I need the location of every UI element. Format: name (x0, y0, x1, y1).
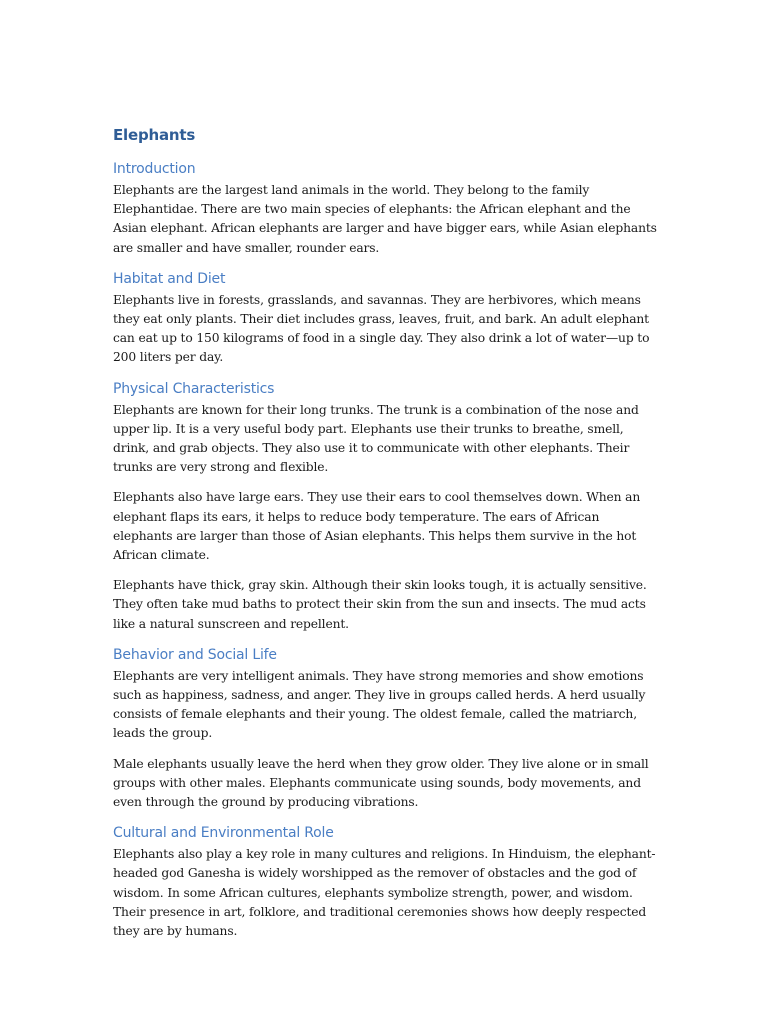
paragraph: Elephants live in forests, grasslands, and savannas. They are herbivores, which means they eat only plants. Their diet includes grass, leaves, fruit, and bark. An adult elephant can eat up to 150 kilograms of food in a single day. They also drink a lot of water—up to 200 liters per day. (113, 292, 650, 365)
paragraph: Elephants are known for their long trunks. The trunk is a combination of the nose and upper lip. It is a very useful body part. Elephants use their trunks to breathe, smell, drink, and grab objects. They also use it to communicate with other elephants. Their trunks are very strong and flexible. (113, 402, 639, 475)
paragraph: Elephants also have large ears. They use their ears to cool themselves down. When an elephant flaps its ears, it helps to reduce body temperature. The ears of African elephants are larger than those of Asian elephants. This helps them survive in the hot African climate. (113, 490, 641, 563)
page-title: Elephants (113, 126, 196, 144)
section-cultural-and-environmental-role (113, 823, 658, 941)
section-physical-characteristics (113, 379, 658, 634)
section-heading: Habitat and Diet (113, 270, 226, 287)
section-habitat-and-diet (113, 269, 658, 368)
paragraph: Elephants have thick, gray skin. Although their skin looks tough, it is actually sensitive. They often take mud baths to protect their skin from the sun and insects. The mud acts like a natural sunscreen and repellent. (113, 578, 647, 631)
section-heading: Physical Characteristics (113, 380, 275, 397)
section-introduction (113, 159, 658, 258)
section-behavior-and-social-life (113, 645, 658, 812)
paragraph: Elephants are the largest land animals in the world. They belong to the family Elephantidae. There are two main species of elephants: the African elephant and the Asian elephant. African elephants are larger and have bigger ears, while Asian elephants are smaller and have smaller, rounder ears. (113, 183, 657, 255)
paragraph: Male elephants usually leave the herd when they grow older. They live alone or in small groups with other males. Elephants communicate using sounds, body movements, and even through the ground by producing vibrations. (113, 756, 649, 810)
document-page (113, 125, 658, 952)
section-heading: Introduction (113, 161, 196, 177)
section-heading: Cultural and Environmental Role (113, 825, 334, 842)
section-heading: Behavior and Social Life (113, 646, 277, 663)
paragraph: Elephants also play a key role in many cultures and religions. In Hinduism, the elephant-headed god Ganesha is widely worshipped as the remover of obstacles and the god of wisdom. In some African cultures, elephants symbolize strength, power, and wisdom. Their presence in art, folklore, and traditional ceremonies shows how deeply respected they are by humans. (113, 847, 656, 939)
paragraph: Elephants are very intelligent animals. They have strong memories and show emotions such as happiness, sadness, and anger. They live in groups called herds. A herd usually consists of female elephants and their young. The oldest female, called the matriarch, leads the group. (113, 668, 646, 741)
